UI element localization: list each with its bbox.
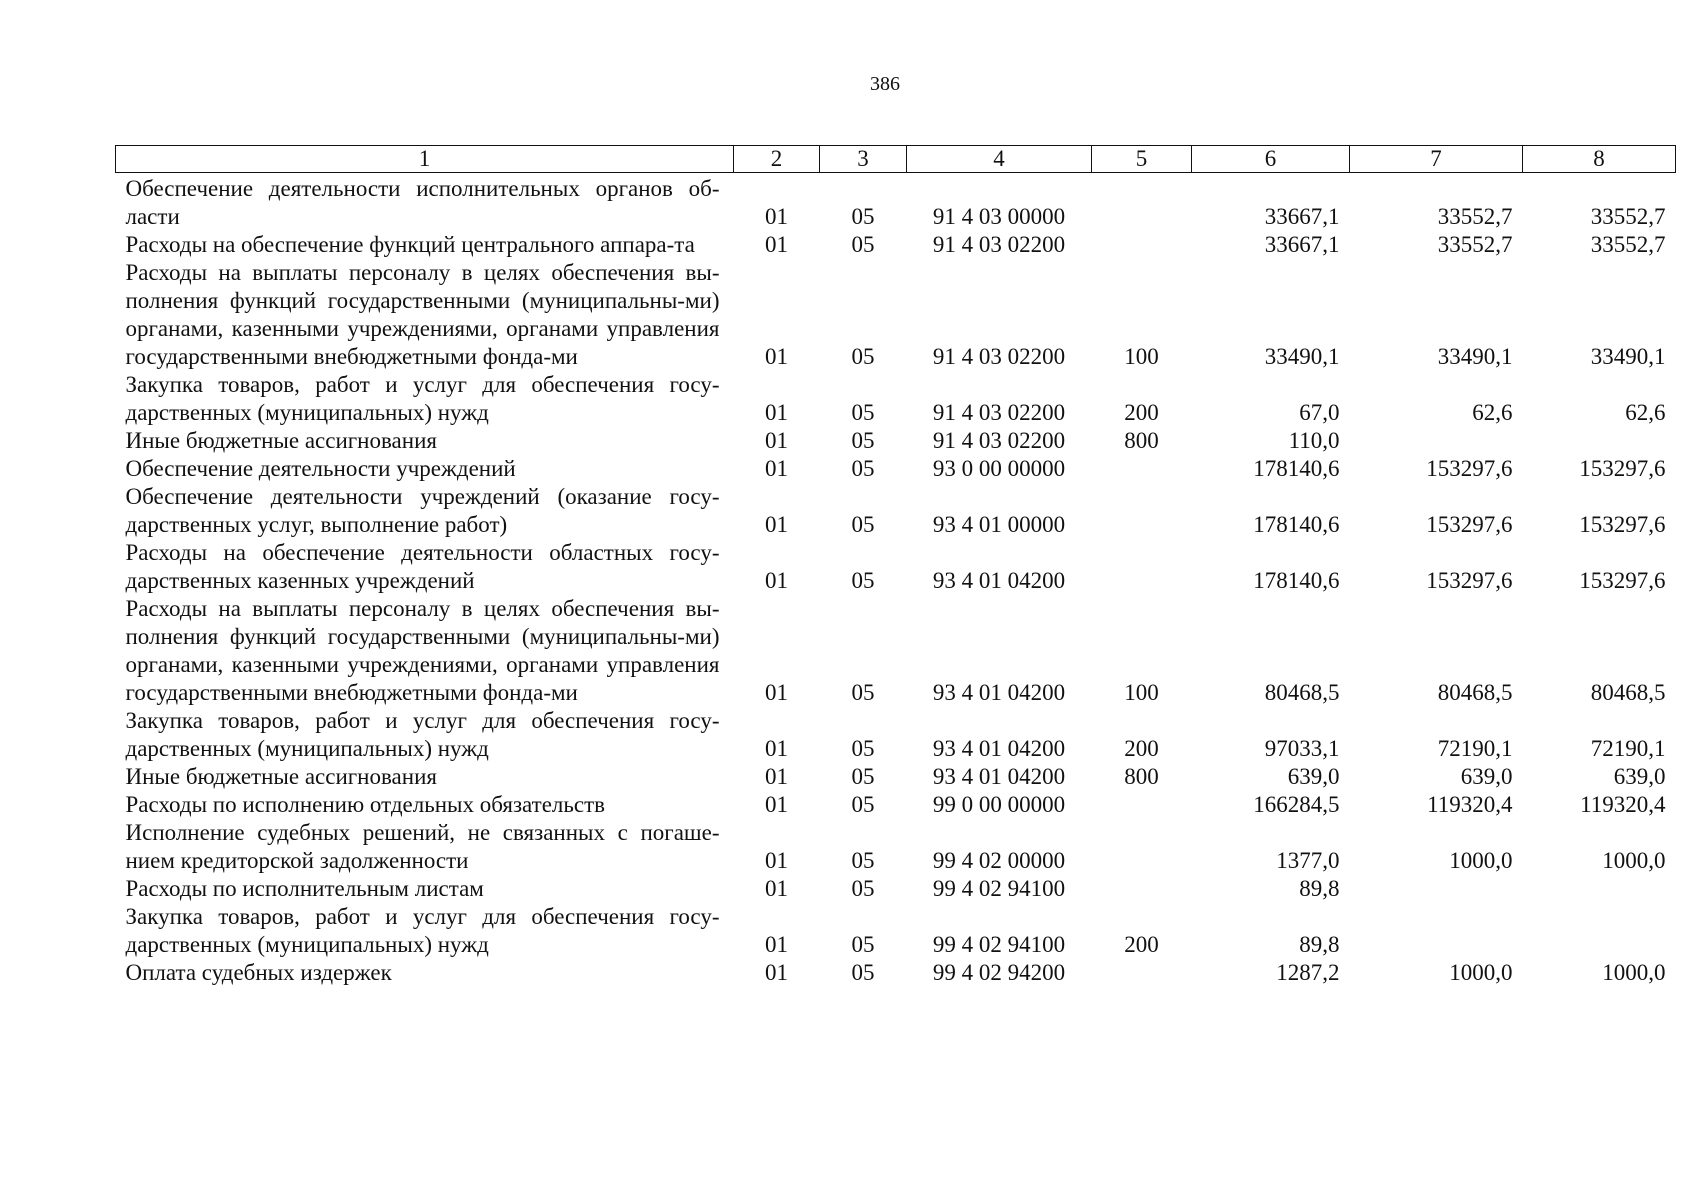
- table-row: [116, 707, 1676, 763]
- cell-amount-col6: 33667,1: [1264, 232, 1340, 257]
- table-row: [116, 427, 1676, 455]
- cell-section: 01: [765, 960, 788, 985]
- cell-amount-col6: 110,0: [1288, 428, 1340, 453]
- cell-subsection: 05: [851, 512, 875, 537]
- cell-amount-col8: 153297,6: [1579, 512, 1666, 537]
- cell-section: 01: [765, 848, 788, 873]
- column-header-8: 8: [1523, 146, 1676, 173]
- row-name: Закупка товаров, работ и услуг для обеспечения госу-дарственных (муниципальных) нужд: [125, 372, 720, 425]
- cell-amount-col6: 80468,5: [1264, 680, 1340, 705]
- row-name: Иные бюджетные ассигнования: [125, 764, 437, 789]
- table-body: [116, 173, 1676, 988]
- cell-amount-col6: 67,0: [1299, 400, 1340, 425]
- cell-target-article: 99 4 02 94100: [932, 876, 1066, 901]
- table-row: [116, 875, 1676, 903]
- cell-section: 01: [765, 680, 788, 705]
- cell-subsection: 05: [851, 344, 875, 369]
- cell-expense-type: 800: [1124, 764, 1159, 789]
- cell-amount-col6: 89,8: [1299, 876, 1340, 901]
- cell-subsection: 05: [851, 876, 875, 901]
- cell-subsection: 05: [851, 848, 875, 873]
- cell-section: 01: [765, 792, 788, 817]
- column-header-7: 7: [1350, 146, 1523, 173]
- header-row: [116, 146, 1676, 173]
- cell-amount-col7: 119320,4: [1427, 792, 1513, 817]
- cell-section: 01: [765, 876, 788, 901]
- column-header-6: 6: [1192, 146, 1350, 173]
- row-name: Обеспечение деятельности учреждений (оказание госу-дарственных услуг, выполнение работ): [125, 484, 720, 537]
- table-row: [116, 959, 1676, 987]
- row-name: Иные бюджетные ассигнования: [125, 428, 437, 453]
- column-header-1: 1: [116, 146, 734, 173]
- table-row: [116, 231, 1676, 259]
- cell-subsection: 05: [851, 232, 875, 257]
- table-row: [116, 903, 1676, 959]
- cell-amount-col8: [1523, 875, 1676, 903]
- cell-amount-col7: 153297,6: [1426, 512, 1513, 537]
- cell-amount-col6: 33490,1: [1264, 344, 1340, 369]
- cell-target-article: 91 4 03 02200: [932, 344, 1066, 369]
- page-number: 386: [870, 73, 900, 95]
- cell-expense-type: [1092, 819, 1192, 875]
- cell-amount-col8: 1000,0: [1602, 960, 1666, 985]
- column-header-3: 3: [820, 146, 907, 173]
- cell-amount-col7: 33552,7: [1437, 204, 1513, 229]
- table-header: [116, 146, 1676, 173]
- cell-amount-col8: 639,0: [1613, 764, 1666, 789]
- row-name: Оплата судебных издержек: [125, 960, 392, 985]
- cell-amount-col7: [1350, 427, 1523, 455]
- budget-table: [115, 145, 1676, 987]
- cell-amount-col7: 33490,1: [1437, 344, 1513, 369]
- row-name: Закупка товаров, работ и услуг для обеспечения госу-дарственных (муниципальных) нужд: [125, 904, 720, 957]
- cell-amount-col8: 153297,6: [1579, 456, 1666, 481]
- cell-amount-col8: 153297,6: [1579, 568, 1666, 593]
- cell-target-article: 99 4 02 94100: [932, 932, 1066, 957]
- cell-expense-type: [1092, 959, 1192, 987]
- cell-expense-type: [1092, 231, 1192, 259]
- cell-amount-col8: 1000,0: [1602, 848, 1666, 873]
- cell-amount-col6: 89,8: [1299, 932, 1340, 957]
- cell-expense-type: [1092, 173, 1192, 232]
- cell-amount-col7: 1000,0: [1449, 960, 1513, 985]
- table-row: [116, 483, 1676, 539]
- cell-target-article: 99 0 00 00000: [932, 792, 1066, 817]
- cell-amount-col7: 153297,6: [1426, 456, 1513, 481]
- cell-section: 01: [765, 428, 788, 453]
- cell-amount-col8: 33490,1: [1590, 344, 1666, 369]
- cell-subsection: 05: [851, 792, 875, 817]
- column-header-5: 5: [1092, 146, 1192, 173]
- table-row: [116, 595, 1676, 707]
- cell-amount-col7: 1000,0: [1449, 848, 1513, 873]
- cell-expense-type: 800: [1124, 428, 1159, 453]
- cell-section: 01: [765, 764, 788, 789]
- row-name: Исполнение судебных решений, не связанных с погаше-нием кредиторской задолженности: [125, 820, 720, 873]
- cell-amount-col6: 33667,1: [1264, 204, 1340, 229]
- cell-subsection: 05: [851, 456, 875, 481]
- cell-amount-col7: [1350, 903, 1523, 959]
- cell-target-article: 99 4 02 00000: [932, 848, 1066, 873]
- cell-section: 01: [765, 344, 788, 369]
- row-name: Расходы по исполнению отдельных обязательств: [125, 792, 605, 817]
- cell-amount-col6: 97033,1: [1264, 736, 1340, 761]
- row-name: Расходы на выплаты персоналу в целях обеспечения вы-полнения функций государственными (муниципальны-ми) органами, казенными учреждениями, органами управления государственными внебюджетными фонда-ми: [125, 260, 720, 369]
- cell-subsection: 05: [851, 204, 875, 229]
- cell-target-article: 91 4 03 02200: [932, 428, 1066, 453]
- cell-expense-type: 100: [1124, 344, 1159, 369]
- cell-section: 01: [765, 736, 788, 761]
- table-row: [116, 371, 1676, 427]
- cell-target-article: 99 4 02 94200: [932, 960, 1066, 985]
- cell-expense-type: [1092, 539, 1192, 595]
- cell-target-article: 93 4 01 04200: [932, 736, 1066, 761]
- cell-subsection: 05: [851, 400, 875, 425]
- row-name: Расходы по исполнительным листам: [125, 876, 484, 901]
- cell-amount-col8: 33552,7: [1590, 204, 1666, 229]
- cell-expense-type: [1092, 455, 1192, 483]
- cell-amount-col8: [1523, 427, 1676, 455]
- cell-section: 01: [765, 232, 788, 257]
- cell-target-article: 93 4 01 04200: [932, 680, 1066, 705]
- cell-amount-col8: 80468,5: [1590, 680, 1666, 705]
- cell-subsection: 05: [851, 680, 875, 705]
- cell-expense-type: 200: [1124, 736, 1159, 761]
- cell-amount-col6: 166284,5: [1253, 792, 1340, 817]
- cell-subsection: 05: [851, 568, 875, 593]
- cell-expense-type: 100: [1124, 680, 1159, 705]
- cell-target-article: 93 4 01 00000: [932, 512, 1066, 537]
- cell-target-article: 93 4 01 04200: [932, 764, 1066, 789]
- cell-amount-col8: 62,6: [1625, 400, 1666, 425]
- cell-amount-col7: 62,6: [1472, 400, 1513, 425]
- cell-amount-col6: 639,0: [1287, 764, 1340, 789]
- row-name: Закупка товаров, работ и услуг для обеспечения госу-дарственных (муниципальных) нужд: [125, 708, 720, 761]
- column-header-4: 4: [907, 146, 1092, 173]
- cell-target-article: 91 4 03 02200: [932, 400, 1066, 425]
- table-row: [116, 173, 1676, 232]
- cell-amount-col7: 153297,6: [1426, 568, 1513, 593]
- cell-amount-col6: 1287,2: [1276, 960, 1340, 985]
- cell-subsection: 05: [851, 428, 875, 453]
- cell-subsection: 05: [851, 960, 875, 985]
- cell-expense-type: 200: [1124, 400, 1159, 425]
- cell-expense-type: [1092, 791, 1192, 819]
- row-name: Расходы на обеспечение деятельности областных госу-дарственных казенных учреждений: [125, 540, 720, 593]
- column-header-2: 2: [734, 146, 820, 173]
- row-name: Обеспечение деятельности исполнительных органов об-ласти: [125, 176, 720, 229]
- table-row: [116, 819, 1676, 875]
- cell-section: 01: [765, 204, 788, 229]
- cell-section: 01: [765, 456, 788, 481]
- table-row: [116, 259, 1676, 371]
- cell-amount-col8: [1523, 903, 1676, 959]
- cell-amount-col7: 639,0: [1460, 764, 1513, 789]
- table-row: [116, 455, 1676, 483]
- cell-expense-type: [1092, 875, 1192, 903]
- table-row: [116, 539, 1676, 595]
- cell-amount-col8: 119320,4: [1580, 792, 1666, 817]
- cell-expense-type: [1092, 483, 1192, 539]
- row-name: Обеспечение деятельности учреждений: [125, 456, 516, 481]
- cell-amount-col7: [1350, 875, 1523, 903]
- cell-section: 01: [765, 932, 788, 957]
- cell-amount-col7: 80468,5: [1437, 680, 1513, 705]
- cell-subsection: 05: [851, 764, 875, 789]
- cell-amount-col6: 178140,6: [1253, 512, 1340, 537]
- row-name: Расходы на выплаты персоналу в целях обеспечения вы-полнения функций государственными (муниципальны-ми) органами, казенными учреждениями, органами управления государственными внебюджетными фонда-ми: [125, 596, 720, 705]
- cell-amount-col7: 33552,7: [1437, 232, 1513, 257]
- cell-target-article: 91 4 03 02200: [932, 232, 1066, 257]
- cell-amount-col8: 72190,1: [1590, 736, 1666, 761]
- cell-target-article: 93 0 00 00000: [932, 456, 1066, 481]
- cell-amount-col7: 72190,1: [1437, 736, 1513, 761]
- cell-section: 01: [765, 400, 788, 425]
- cell-subsection: 05: [851, 932, 875, 957]
- cell-amount-col6: 178140,6: [1253, 568, 1340, 593]
- cell-amount-col8: 33552,7: [1590, 232, 1666, 257]
- cell-target-article: 91 4 03 00000: [932, 204, 1066, 229]
- row-name: Расходы на обеспечение функций центрального аппара-та: [125, 232, 695, 257]
- cell-expense-type: 200: [1124, 932, 1159, 957]
- cell-amount-col6: 1377,0: [1276, 848, 1340, 873]
- cell-subsection: 05: [851, 736, 875, 761]
- cell-target-article: 93 4 01 04200: [932, 568, 1066, 593]
- cell-section: 01: [765, 512, 788, 537]
- cell-amount-col6: 178140,6: [1253, 456, 1340, 481]
- cell-section: 01: [765, 568, 788, 593]
- table-row: [116, 791, 1676, 819]
- table-row: [116, 763, 1676, 791]
